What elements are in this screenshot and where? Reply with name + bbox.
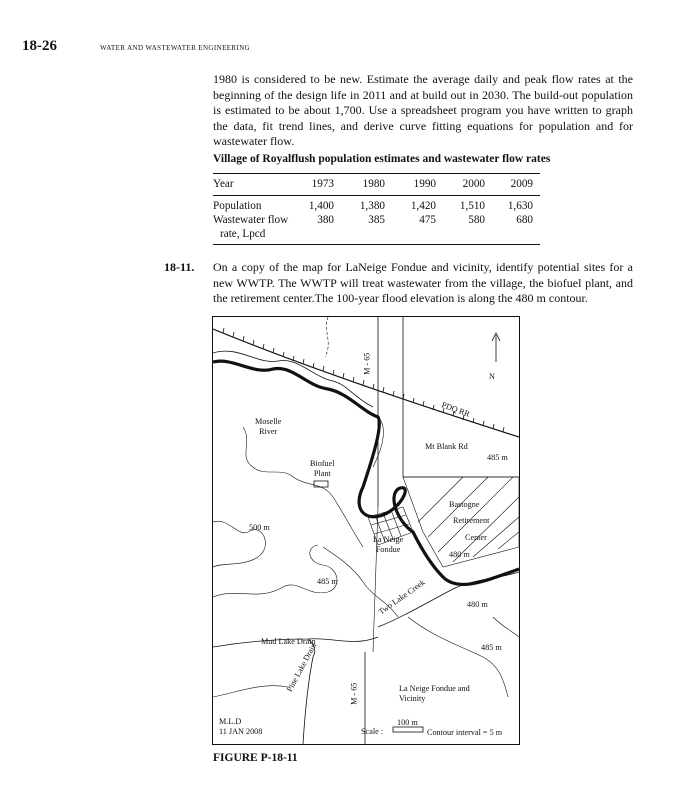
table-cell: 580 — [468, 214, 485, 226]
table-cell: 475 — [419, 214, 436, 226]
moselle-river — [213, 361, 519, 584]
table-header-year: 1973 — [311, 178, 334, 190]
table-header-rule — [213, 195, 540, 196]
author-label: M.L.D — [219, 717, 242, 726]
contour-500-label: 500 m — [249, 523, 270, 532]
contour-485-label: 485 m — [481, 643, 502, 652]
problem-18-11-text: On a copy of the map for LaNeige Fondue and vicinity, identify potential sites for a new WWTP. The WWTP will treat wastewater from the village, the biofuel plant, and the retirement center.The 100-year flood elevation is along the 480 m contour. — [213, 260, 633, 306]
road-m65-label: M - 65 — [362, 352, 372, 375]
mud-lake-drain-label: Mud Lake Drain — [261, 637, 316, 646]
scale-value-label: 100 m — [397, 718, 418, 727]
table-header-year: 1990 — [413, 178, 436, 190]
biofuel-plant-box — [314, 481, 328, 487]
table-bottom-rule — [213, 244, 540, 245]
table-cell: 380 — [317, 214, 334, 226]
table-cell: 1,510 — [459, 200, 485, 212]
map-title-label: La Neige Fondue and Vicinity — [399, 684, 470, 703]
pine-lake-drain-label: Pine Lake Drain — [285, 641, 319, 694]
railroad-label: PDQ RR — [440, 400, 472, 419]
road-m65-label: M - 65 — [349, 682, 359, 705]
map-figure — [212, 316, 520, 745]
table-header-year: 1980 — [362, 178, 385, 190]
biofuel-plant-label: Biofuel Plant — [310, 459, 335, 478]
contour-480-label: 480 m — [449, 550, 470, 559]
table-title: Village of Royalflush population estimates and wastewater flow rates — [213, 153, 551, 165]
running-head: WATER AND WASTEWATER ENGINEERING — [100, 44, 251, 52]
table-cell: 1,380 — [359, 200, 385, 212]
problem-continuation-text: 1980 is considered to be new. Estimate the average daily and peak flow rates at the beginning of the design life in 2011 and at build out in 2030. The build-out population is estimated to be about 1,700. Use a spreadsheet program you have written to graph the data, fit trend lines, and derive curve fitting equations for population and for wastewater flow. — [213, 72, 633, 149]
table-top-rule — [213, 173, 540, 174]
contour-480-label: 480 m — [467, 600, 488, 609]
center-label: Center — [465, 533, 487, 542]
table-row-label: Wastewater flow — [213, 214, 289, 226]
contour-485-label: 485 m — [487, 453, 508, 462]
road-m65 — [365, 317, 378, 744]
scale-bar — [393, 727, 423, 732]
table-cell: 1,400 — [308, 200, 334, 212]
contour-line — [325, 317, 328, 357]
table-cell: 680 — [516, 214, 533, 226]
table-row-label-continued: rate, Lpcd — [220, 228, 266, 240]
table-row-label: Population — [213, 200, 262, 212]
page-number: 18-26 — [22, 38, 57, 54]
contour-485-label: 485 m — [317, 577, 338, 586]
contour-interval-label: Contour interval = 5 m — [427, 728, 503, 737]
table-header-year: 2000 — [462, 178, 485, 190]
contour-line — [213, 545, 337, 597]
table-header-label: Year — [213, 178, 234, 190]
la-neige-fondue-label: La Neige Fondue — [373, 535, 404, 554]
retirement-label: Retirement — [453, 516, 490, 525]
page-header — [22, 38, 662, 56]
table-cell: 385 — [368, 214, 385, 226]
contour-line — [213, 686, 288, 697]
date-label: 11 JAN 2008 — [219, 727, 263, 736]
mt-blank-rd-label: Mt Blank Rd — [425, 442, 468, 451]
contour-line — [493, 617, 519, 637]
two-lake-creek-label: Two Lake Creek — [377, 577, 427, 617]
table-header-year: 2009 — [510, 178, 533, 190]
north-label: N — [489, 372, 495, 381]
north-arrow — [492, 333, 500, 362]
scale-label: Scale : — [361, 727, 384, 736]
figure-caption: FIGURE P-18-11 — [213, 752, 298, 764]
road-m65-mid — [373, 507, 378, 652]
table-cell: 1,630 — [507, 200, 533, 212]
bastogne-label: Bastogne — [449, 500, 480, 509]
problem-number: 18-11. — [164, 260, 195, 274]
moselle-river-label: Moselle River — [255, 417, 282, 436]
table-cell: 1,420 — [410, 200, 436, 212]
